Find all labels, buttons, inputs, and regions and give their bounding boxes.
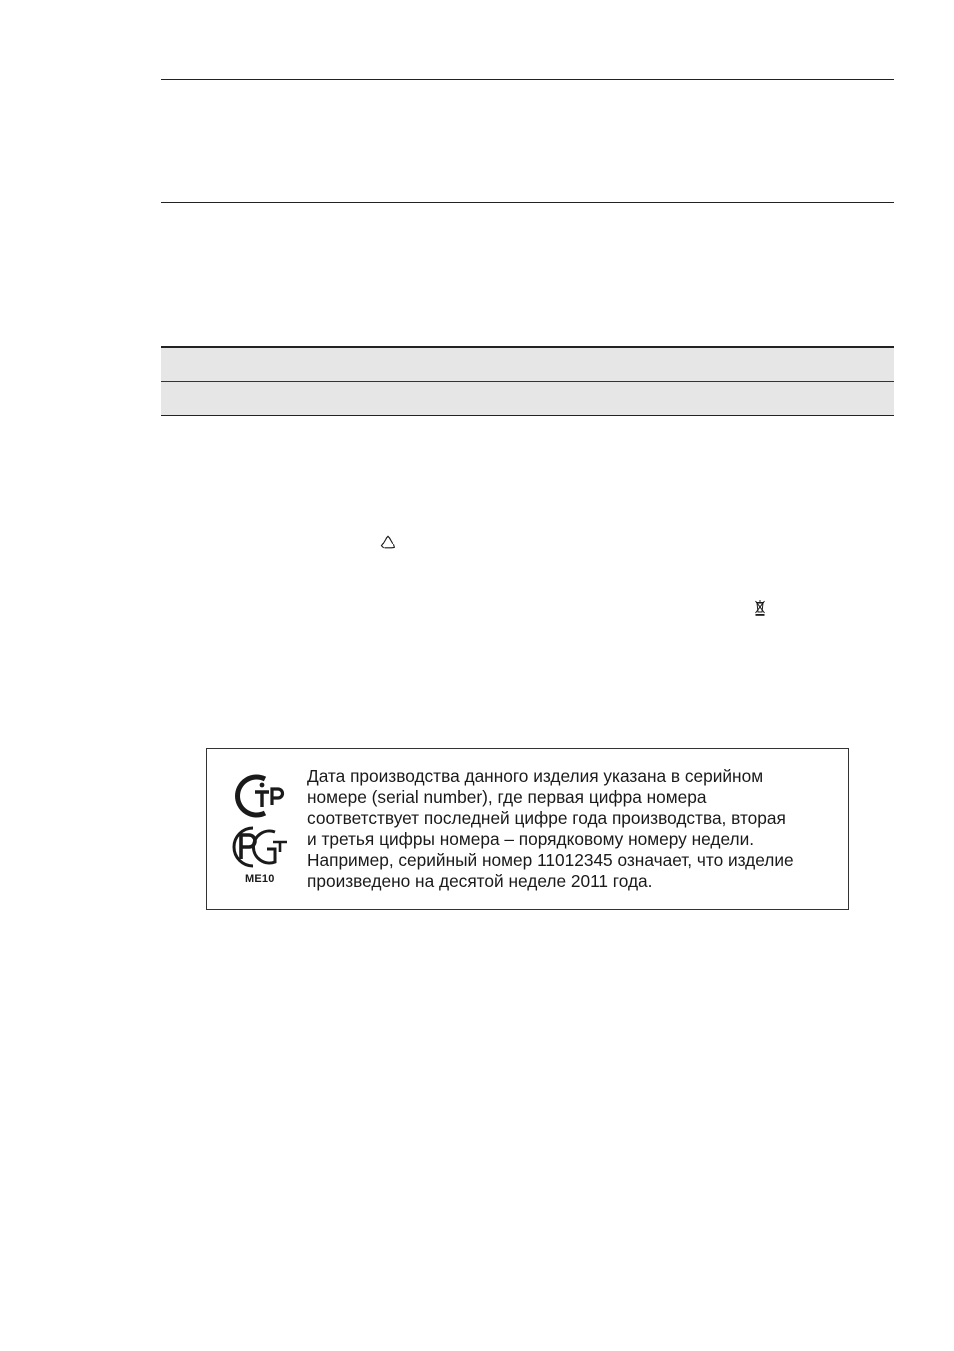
cert-text-line: и третья цифры номера – порядковому номеру недели. <box>307 829 755 849</box>
section-rule <box>161 202 894 203</box>
shaded-table <box>161 346 894 416</box>
weee-bin-icon <box>754 599 766 616</box>
cert-text-line: Дата производства данного изделия указана в серийном <box>307 766 764 786</box>
table-row <box>161 381 894 415</box>
cert-text-line: номере (serial number), где первая цифра номера <box>307 787 707 807</box>
cert-text-line: произведено на десятой неделе 2011 года. <box>307 871 653 891</box>
gost-tr-icon <box>231 771 291 821</box>
certification-marks <box>231 767 291 899</box>
certification-text <box>307 766 837 892</box>
table-row <box>161 348 894 381</box>
certification-box <box>206 748 849 910</box>
certification-code: ME10 <box>245 873 275 885</box>
recycle-icon <box>380 535 396 551</box>
cert-text-line: соответствует последней цифре года производства, вторая <box>307 808 786 828</box>
top-rule <box>161 79 894 80</box>
cert-text-line: Например, серийный номер 11012345 означает, что изделие <box>307 850 794 870</box>
rst-icon <box>231 825 291 869</box>
